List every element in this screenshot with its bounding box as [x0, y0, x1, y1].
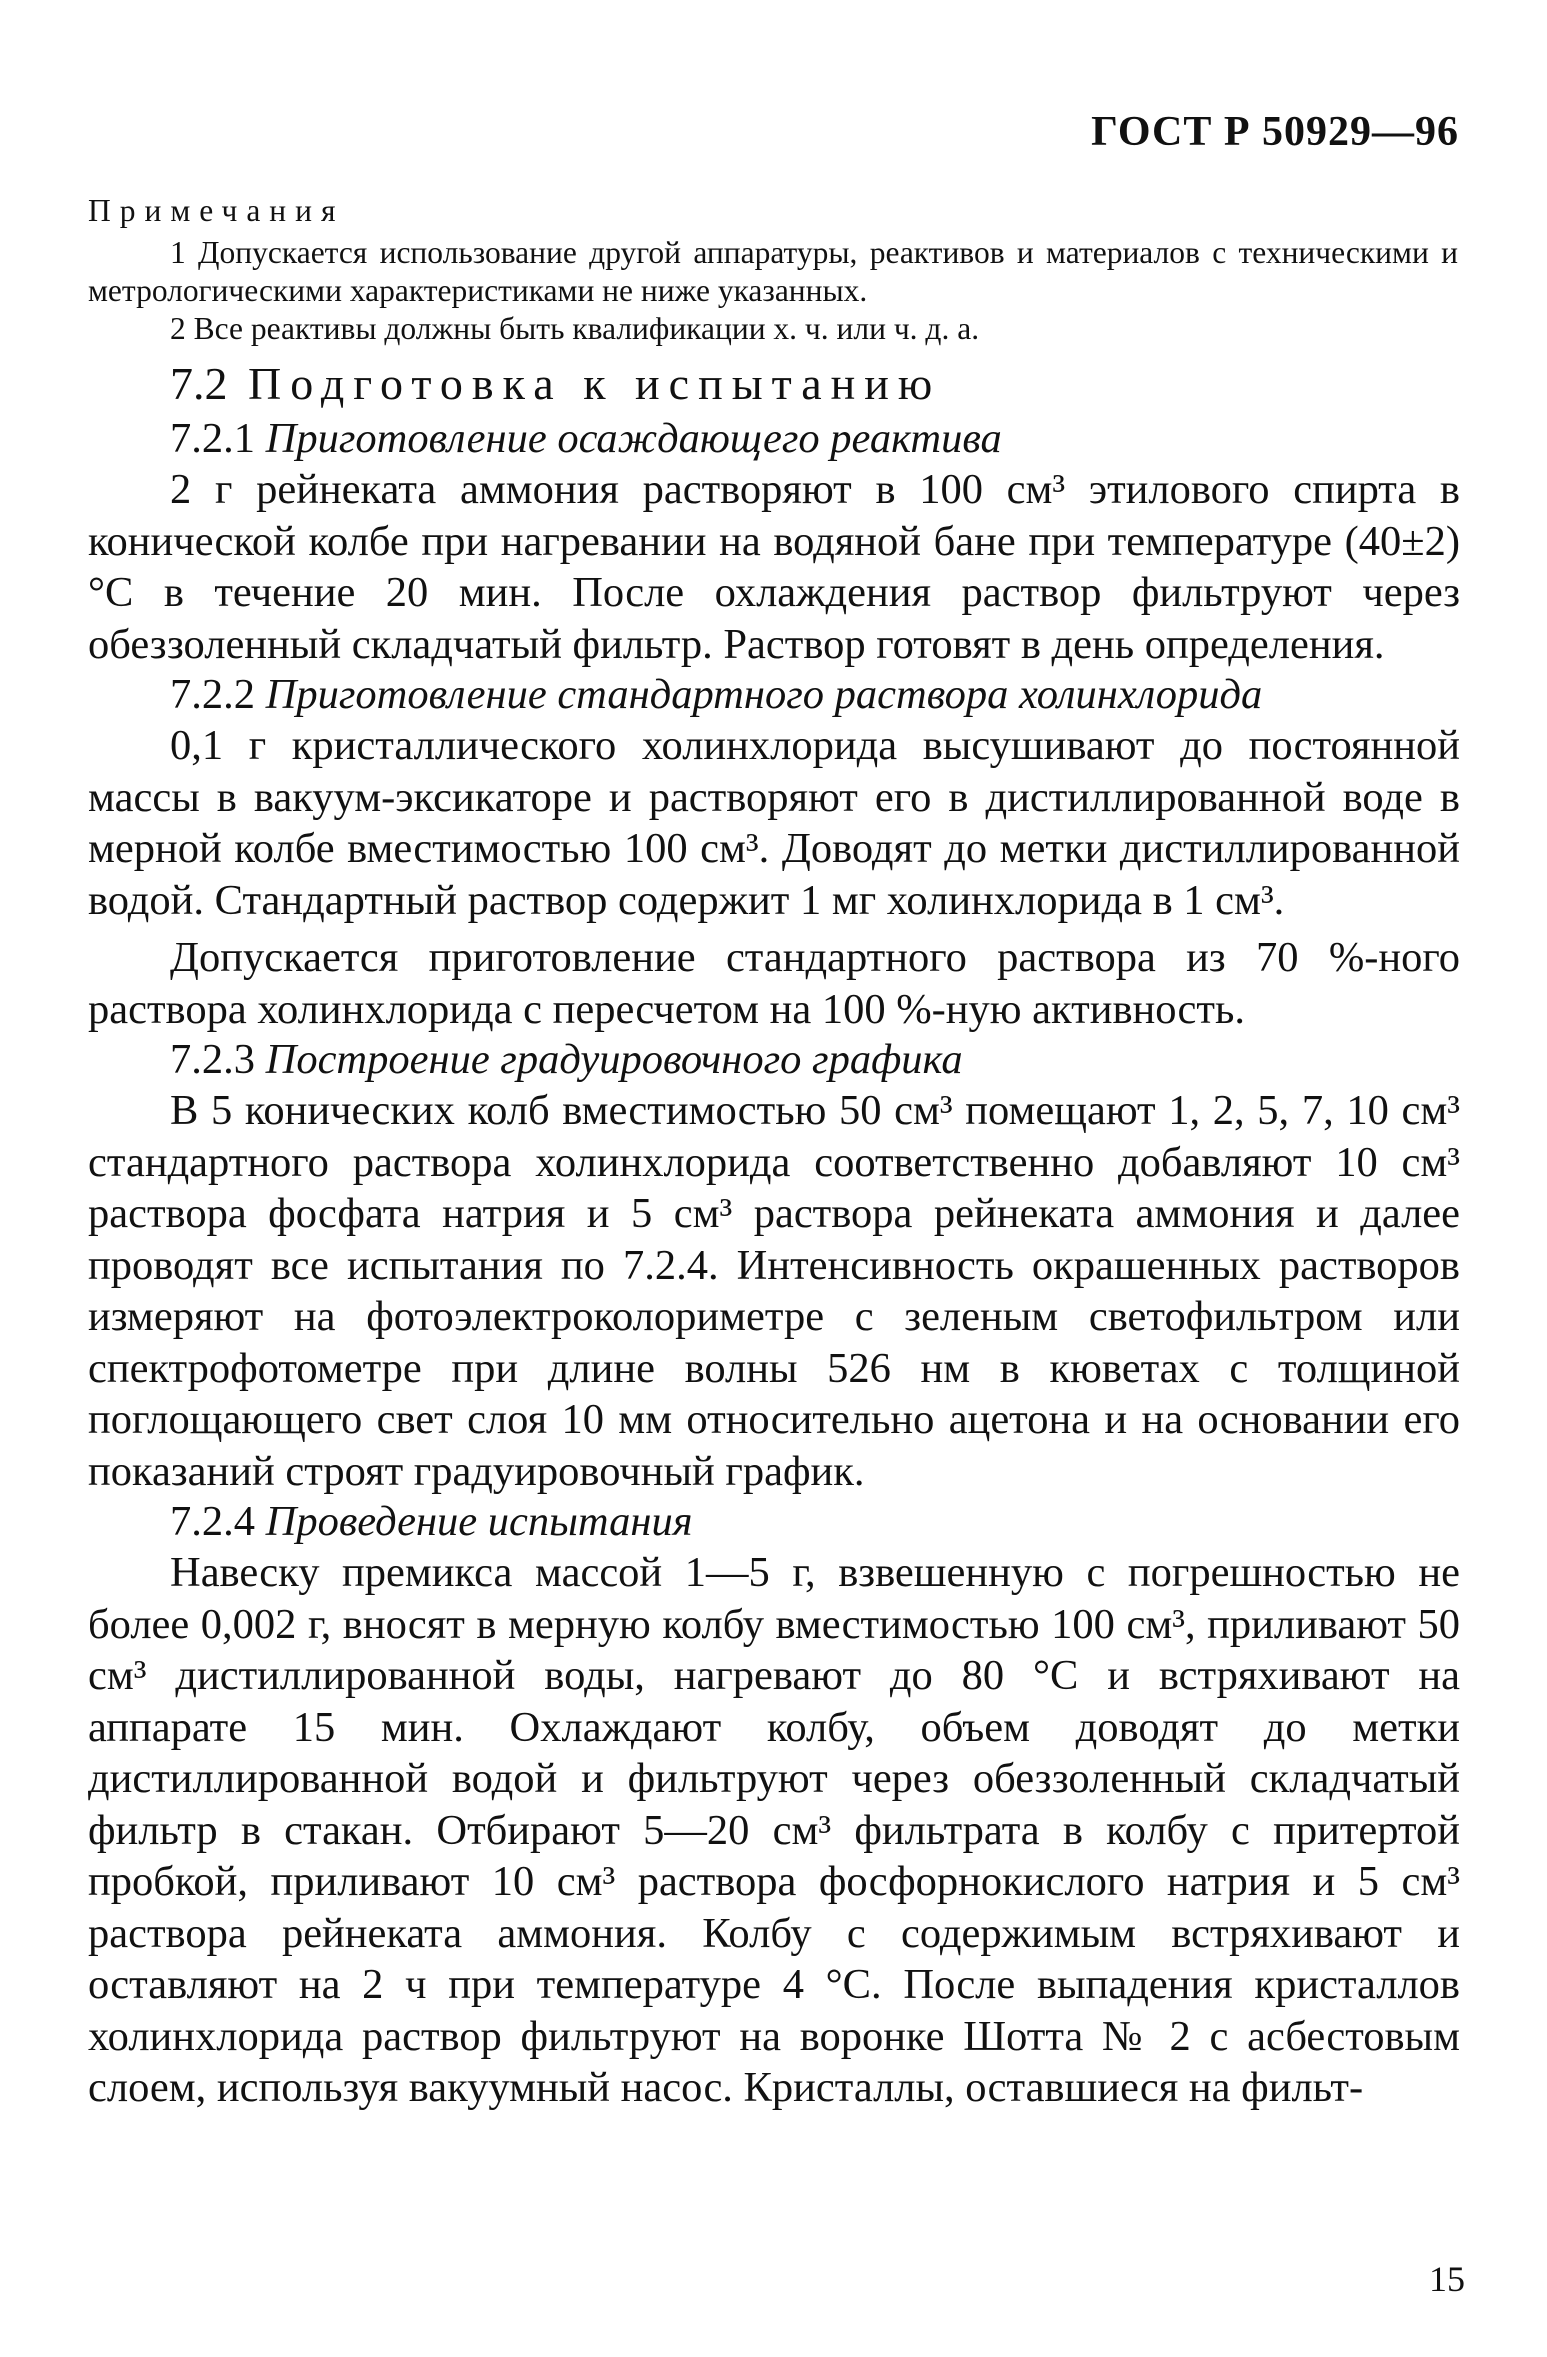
paragraph: Допускается приготовление стандартного раствора из 70 %-ного раствора холинхлорида с пересчетом на 100 %-ную активность.	[88, 934, 1460, 1033]
notes-heading: Примечания	[88, 193, 345, 228]
subsection-number: 7.2.4	[170, 1498, 255, 1545]
section-heading	[88, 358, 1460, 410]
subsection-title: Приготовление осаждающего реактива	[265, 415, 1002, 462]
subsection-heading	[88, 414, 1460, 464]
subsection-title: Приготовление стандартного раствора холинхлорида	[265, 671, 1263, 718]
note-item: 2 Все реактивы должны быть квалификации х. ч. или ч. д. а.	[170, 311, 980, 346]
subsection-heading	[88, 1497, 1460, 1547]
subsection-number: 7.2.2	[170, 671, 255, 718]
subsection-title: Проведение испытания	[265, 1498, 693, 1545]
standard-designation: ГОСТ Р 50929—96	[1091, 109, 1459, 155]
notes-block	[88, 192, 1458, 348]
main-text	[88, 358, 1460, 2114]
subsection-number: 7.2.3	[170, 1036, 255, 1083]
subsection-title: Построение градуировочного графика	[265, 1036, 963, 1083]
section-title: Подготовка к испытанию	[248, 358, 942, 409]
subsection-heading	[88, 670, 1460, 720]
note-item: 1 Допускается использование другой аппаратуры, реактивов и материалов с техническими и метрологическими характеристиками не ниже указанных.	[88, 235, 1458, 308]
subsection-number: 7.2.1	[170, 415, 255, 462]
paragraph: В 5 конических колб вместимостью 50 см³ помещают 1, 2, 5, 7, 10 см³ стандартного раствора холинхлорида соответственно добавляют 10 см³ раствора фосфата натрия и 5 см³ раствора рейнеката аммония и далее проводят все испытания по 7.2.4. Интенсивность окрашенных растворов измеряют на фотоэлектроколориметре с зеленым светофильтром или спектрофотометре при длине волны 526 нм в кюветах с толщиной поглощающего свет слоя 10 мм относительно ацетона и на основании его показаний строят градуировочный график.	[88, 1087, 1460, 1495]
page-number: 15	[1429, 2259, 1465, 2299]
paragraph: Навеску премикса массой 1—5 г, взвешенную с погрешностью не более 0,002 г, вносят в мерную колбу вместимостью 100 см³, приливают 50 см³ дистиллированной воды, нагревают до 80 °С и встряхивают на аппарате 15 мин. Охлаждают колбу, объем доводят до метки дистиллированной водой и фильтруют через обеззоленный складчатый фильтр в стакан. Отбирают 5—20 см³ фильтрата в колбу с притертой пробкой, приливают 10 см³ раствора фосфорнокислого натрия и 5 см³ раствора рейнеката аммония. Колбу с содержимым встряхивают и оставляют на 2 ч при температуре 4 °С. После выпадения кристаллов холинхлорида раствор фильтруют на воронке Шотта № 2 с асбестовым слоем, используя вакуумный насос. Кристаллы, оставшиеся на фильт-	[88, 1549, 1460, 2111]
section-number: 7.2	[170, 358, 228, 409]
paragraph: 0,1 г кристаллического холинхлорида высушивают до постоянной массы в вакуум-эксикаторе и растворяют его в дистиллированной воде в мерной колбе вместимостью 100 см³. Доводят до метки дистиллированной водой. Стандартный раствор содержит 1 мг холинхлорида в 1 см³.	[88, 722, 1460, 924]
paragraph: 2 г рейнеката аммония растворяют в 100 см³ этилового спирта в конической колбе при нагревании на водяной бане при температуре (40±2) °С в течение 20 мин. После охлаждения раствор фильтруют через обеззоленный складчатый фильтр. Раствор готовят в день определения.	[88, 466, 1460, 668]
subsection-heading	[88, 1035, 1460, 1085]
